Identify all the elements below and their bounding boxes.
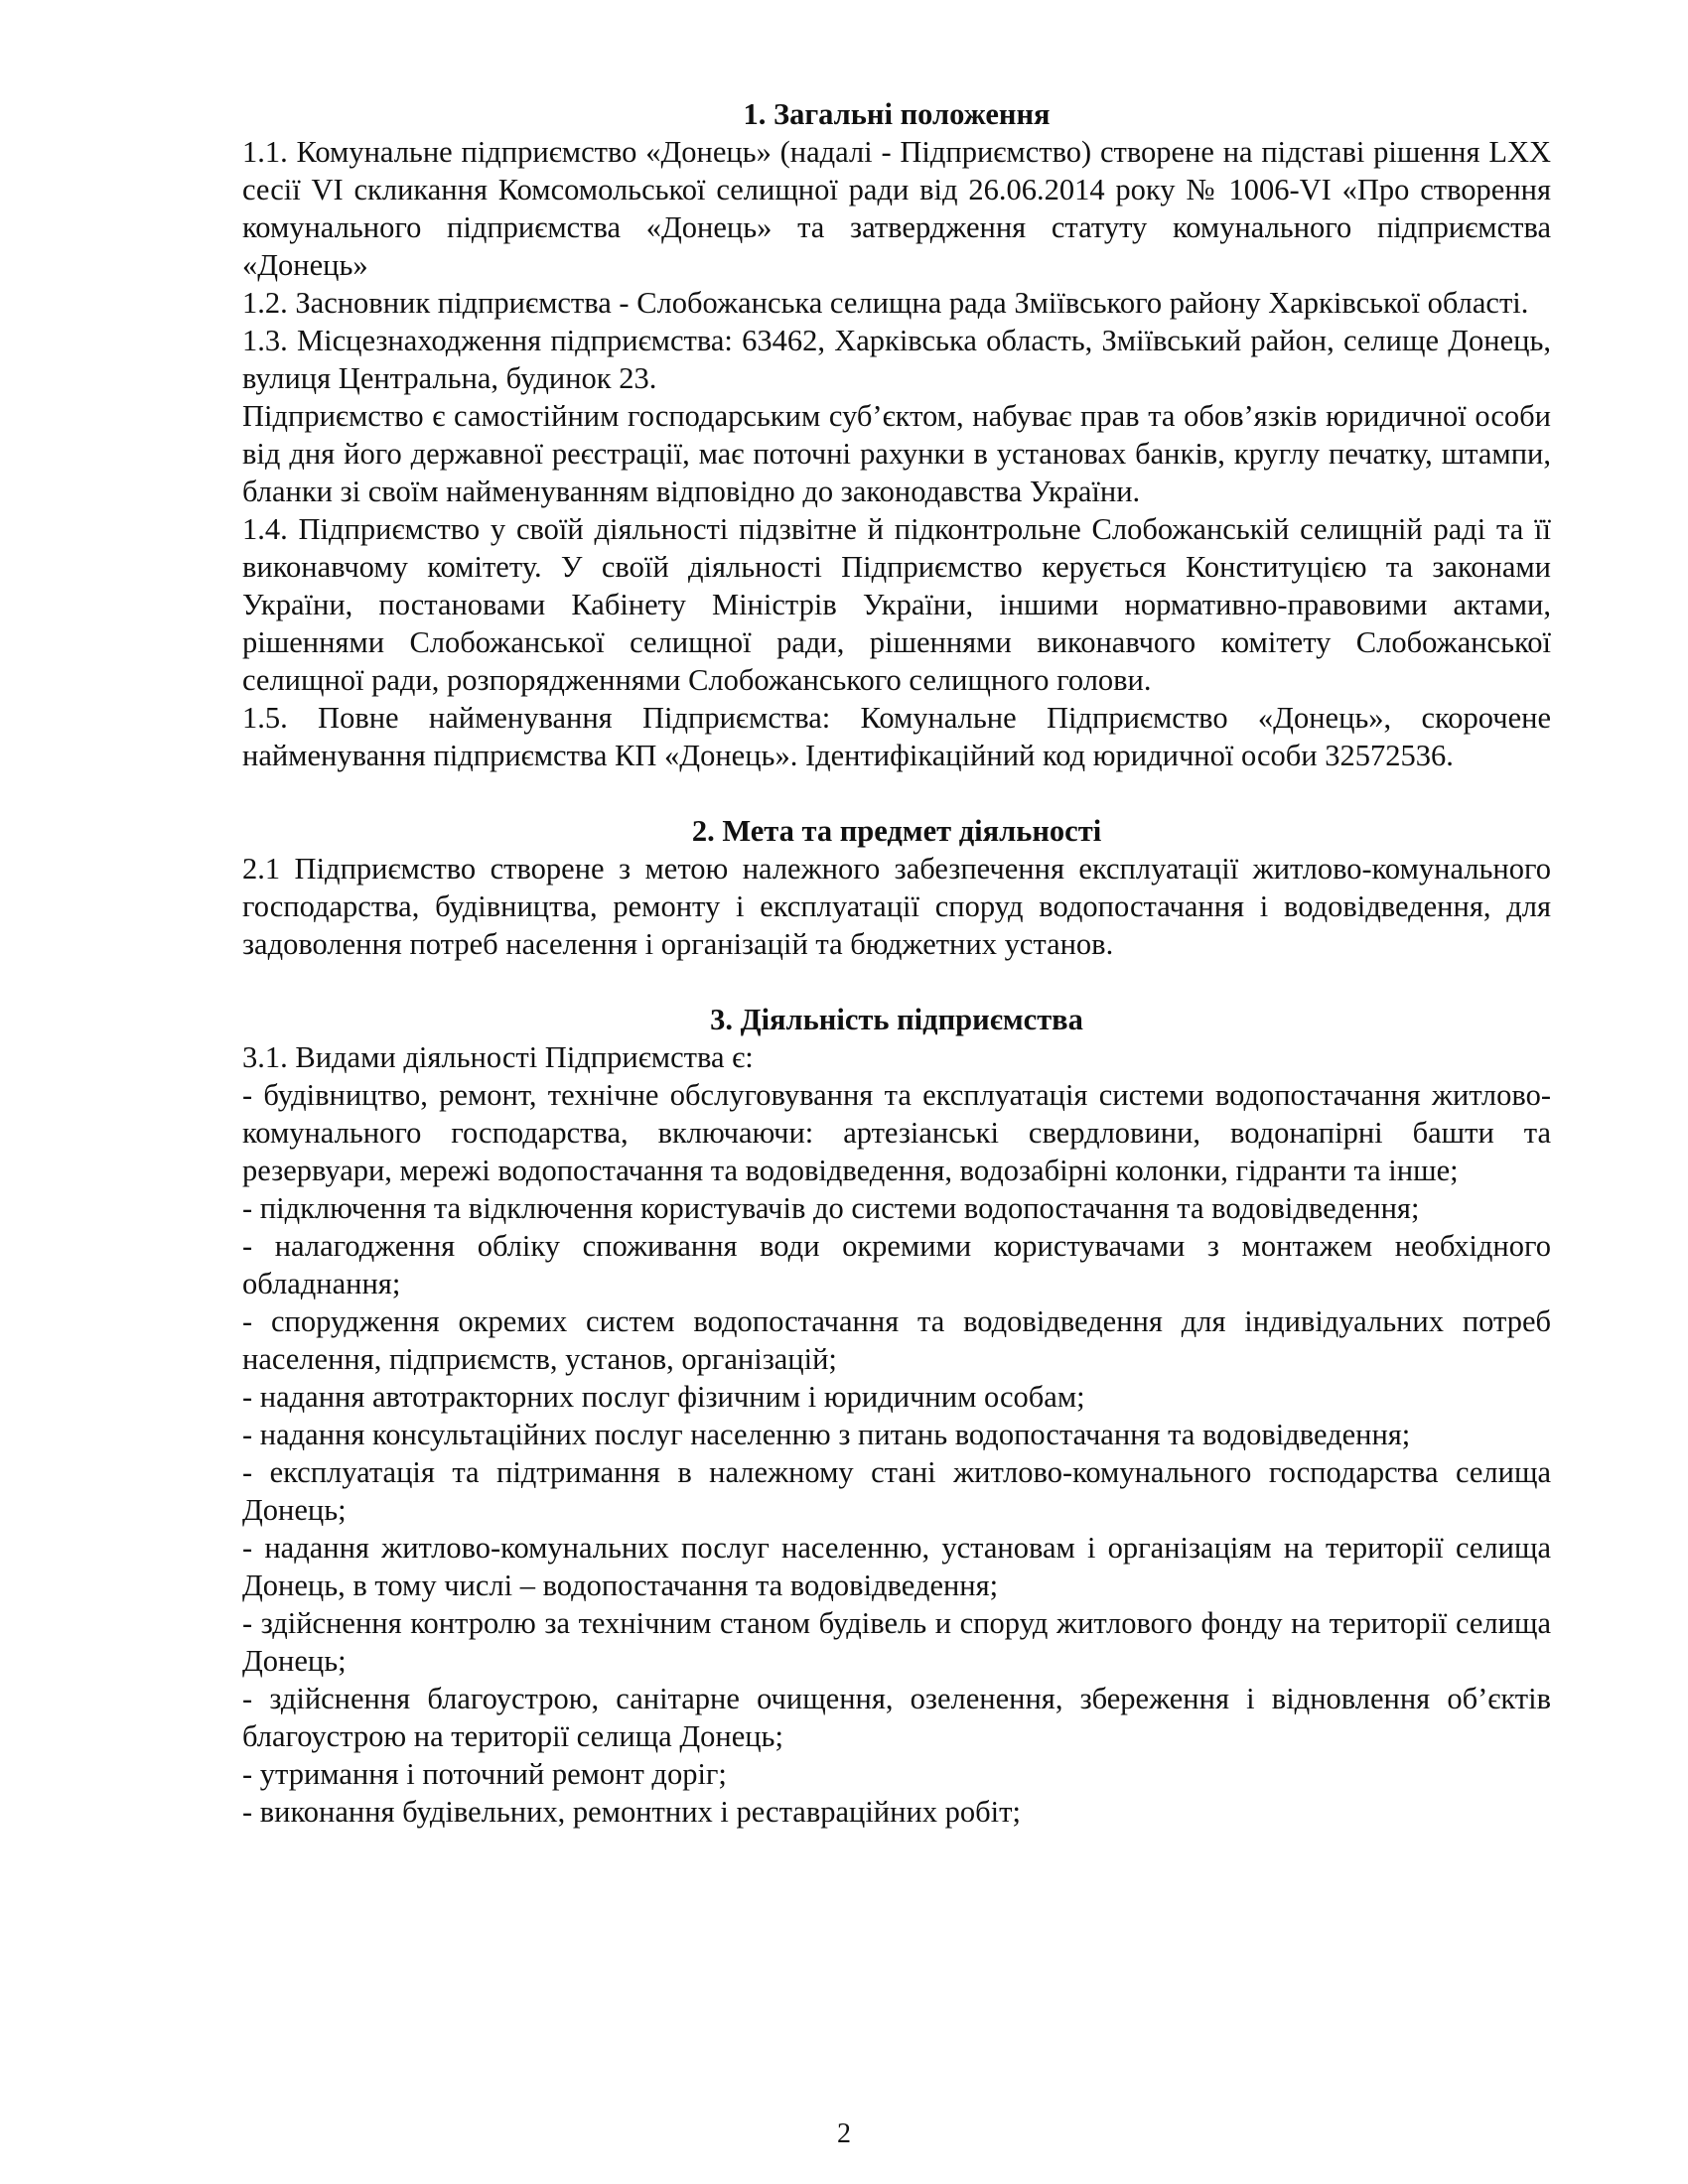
paragraph: 1.5. Повне найменування Підприємства: Комунальне Підприємство «Донець», скорочене найменування підприємства КП «Донець». Ідентифікаційний код юридичної особи 32572536. [242, 701, 1551, 772]
list-item: - надання житлово-комунальних послуг населенню, установам і організаціям на території селища Донець, в тому числі – водопостачання та водовідведення; [242, 1531, 1551, 1602]
spacer [242, 774, 1551, 812]
list-item: - утримання і поточний ремонт доріг; [242, 1757, 727, 1791]
list-item: - здійснення контролю за технічним станом будівель и споруд житлового фонду на території селища Донець; [242, 1606, 1551, 1678]
section-heading: 2. Мета та предмет діяльності [691, 814, 1102, 848]
section-heading: 3. Діяльність підприємства [710, 1003, 1083, 1036]
list-item: - підключення та відключення користувачів до системи водопостачання та водовідведення; [242, 1191, 1420, 1225]
paragraph: 1.3. Місцезнаходження підприємства: 63462, Харківська область, Зміївський район, селище Донець, вулиця Центральна, будинок 23. [242, 324, 1551, 395]
list-item: - експлуатація та підтримання в належному стані житлово-комунального господарства селища Донець; [242, 1455, 1551, 1527]
paragraph: 1.2. Засновник підприємства - Слобожанська селищна рада Зміївського району Харківської області. [242, 286, 1529, 320]
section-activities [242, 1001, 1551, 1831]
section-general-provisions [242, 95, 1551, 774]
list-item: - спорудження окремих систем водопостачання та водовідведення для індивідуальних потреб населення, підприємств, установ, організацій; [242, 1304, 1551, 1376]
list-item: - виконання будівельних, ремонтних і реставраційних робіт; [242, 1795, 1021, 1829]
paragraph: 2.1 Підприємство створене з метою належного забезпечення експлуатації житлово-комунального господарства, будівництва, ремонту і експлуатації споруд водопостачання і водовідведення, для задоволення потреб населення і організацій та бюджетних установ. [242, 852, 1551, 961]
list-item: - будівництво, ремонт, технічне обслуговування та експлуатація системи водопостачання житлово-комунального господарства, включаючи: артезіанські свердловини, водонапірні башти та резервуари, мережі водопостачання та водовідведення, водозабірні колонки, гідранти та інше; [242, 1078, 1551, 1187]
page-number: 2 [837, 2118, 851, 2149]
paragraph: Підприємство є самостійним господарським суб’єктом, набуває прав та обов’язків юридичної особи від дня його державної реєстрації, має поточні рахунки в установах банків, круглу печатку, штампи, бланки зі своїм найменуванням відповідно до законодавства України. [242, 399, 1551, 508]
paragraph: 1.4. Підприємство у своїй діяльності підзвітне й підконтрольне Слобожанській селищній раді та її виконавчому комітету. У своїй діяльності Підприємство керується Конституцією та законами України, постановами Кабінету Міністрів України, іншими нормативно-правовими актами, рішеннями Слобожанської селищної ради, рішеннями виконавчого комітету Слобожанської селищної ради, розпорядженнями Слобожанського селищного голови. [242, 512, 1551, 697]
section-heading: 1. Загальні положення [743, 97, 1051, 131]
section-purpose [242, 812, 1551, 963]
list-item: - надання автотракторних послуг фізичним і юридичним особам; [242, 1380, 1085, 1414]
spacer [242, 963, 1551, 1001]
paragraph: 1.1. Комунальне підприємство «Донець» (надалі - Підприємство) створене на підставі рішення LXX сесії VI скликання Комсомольської селищної ради від 26.06.2014 року № 1006-VI «Про створення комунального підприємства «Донець» та затвердження статуту комунального підприємства «Донець» [242, 135, 1551, 282]
list-item: - налагодження обліку споживання води окремими користувачами з монтажем необхідного обладнання; [242, 1229, 1551, 1300]
paragraph: 3.1. Видами діяльності Підприємства є: [242, 1040, 754, 1074]
document-page [242, 95, 1551, 1831]
list-item: - надання консультаційних послуг населенню з питань водопостачання та водовідведення; [242, 1418, 1411, 1451]
list-item: - здійснення благоустрою, санітарне очищення, озеленення, збереження і відновлення об’єктів благоустрою на території селища Донець; [242, 1682, 1551, 1753]
